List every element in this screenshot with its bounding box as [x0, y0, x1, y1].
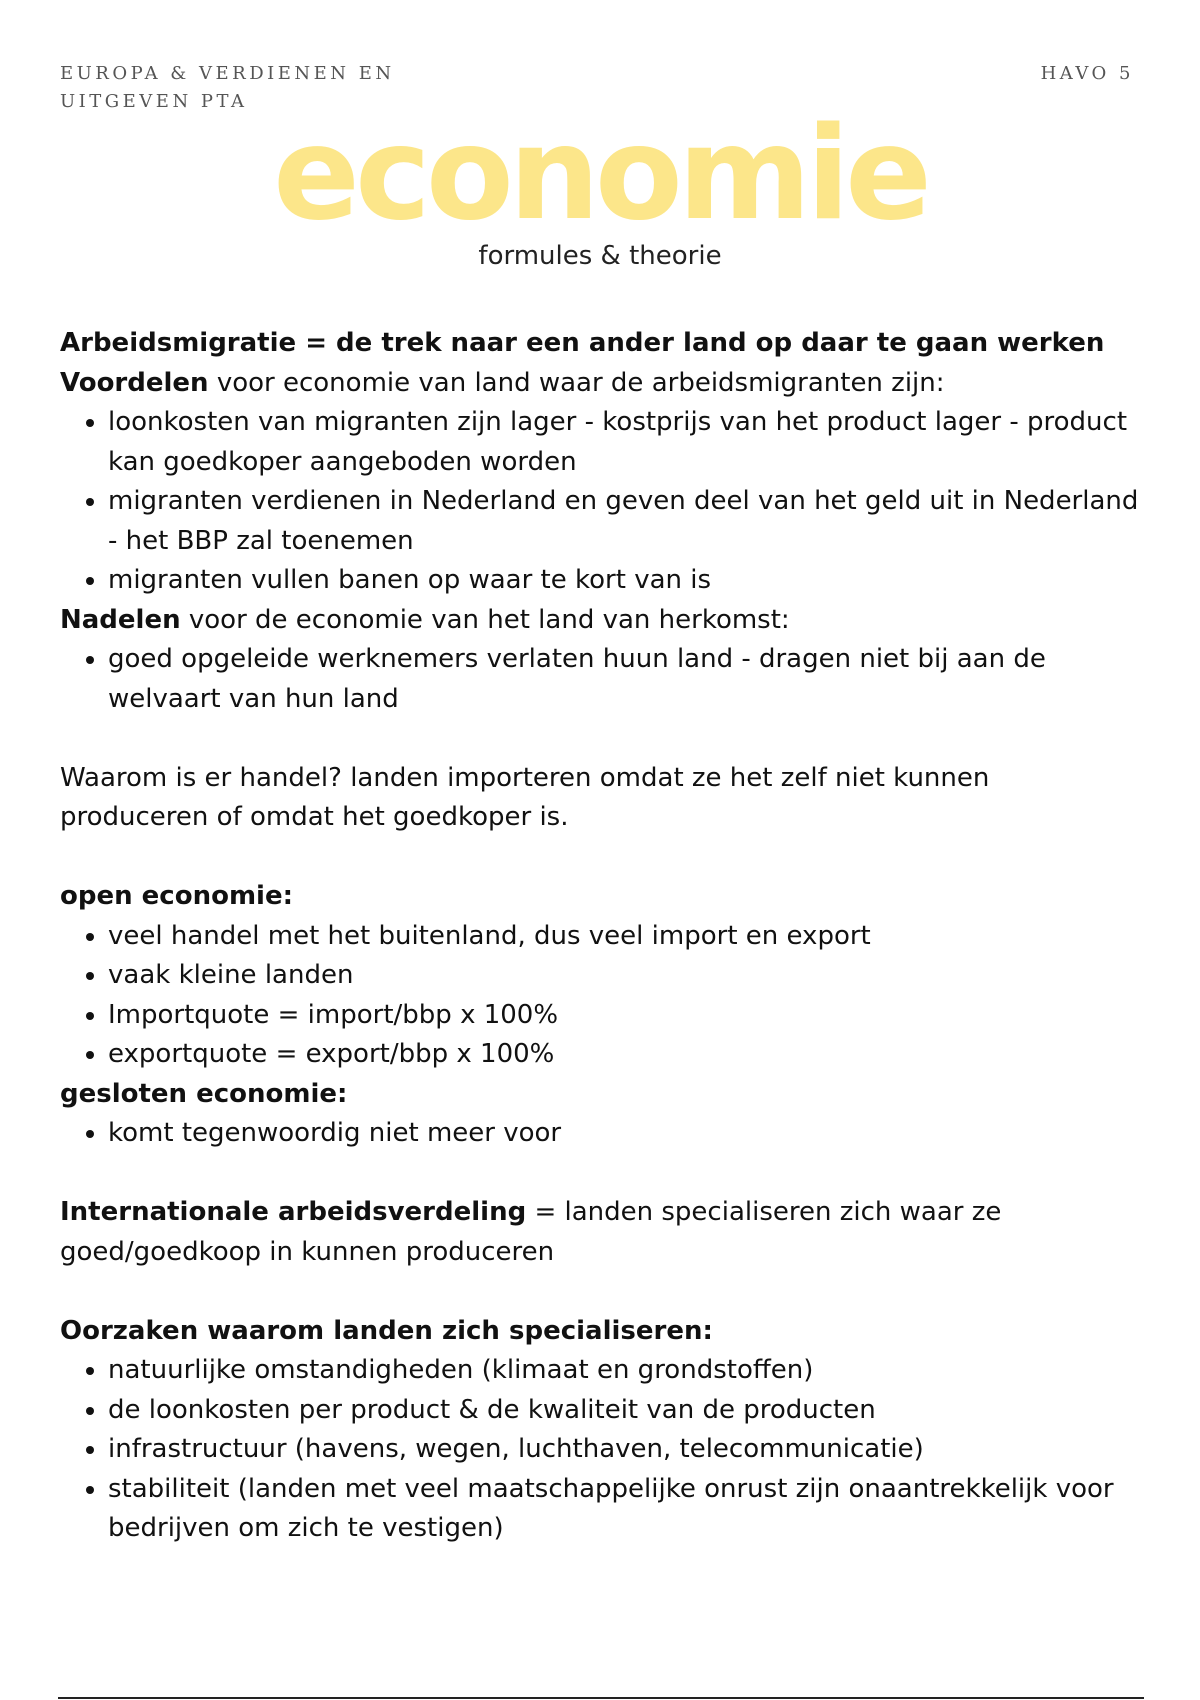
trade-paragraph: Waarom is er handel? landen importeren omdat ze het zelf niet kunnen produceren of omdat het goedkoper is.: [60, 762, 990, 832]
list-item: • komt tegenwoordig niet meer voor: [108, 1114, 1140, 1154]
division-paragraph: Internationale arbeidsverdeling = landen specialiseren zich waar ze goed/goedkoop in kunnen produceren: [60, 1197, 1002, 1267]
header-subject-label: EUROPA & VERDIENEN EN UITGEVEN PTA: [60, 63, 395, 112]
list-item: • loonkosten van migranten zijn lager - kostprijs van het product lager - product kan goedkoper aangeboden worden: [108, 403, 1140, 482]
causes-list: [60, 1351, 1140, 1549]
list-item: • de loonkosten per product & de kwaliteit van de producten: [108, 1391, 1140, 1431]
closed-economy-list: [60, 1114, 1140, 1154]
footer-divider: [58, 1697, 1144, 1699]
disadvantages-heading: Nadelen voor de economie van het land van herkomst:: [60, 604, 790, 635]
advantages-list: [60, 403, 1140, 601]
list-item: • goed opgeleide werknemers verlaten huun land - dragen niet bij aan de welvaart van hun land: [108, 640, 1140, 719]
list-item: • migranten verdienen in Nederland en geven deel van het geld uit in Nederland - het BBP zal toenemen: [108, 482, 1140, 561]
migration-definition: Arbeidsmigratie = de trek naar een ander land op daar te gaan werken: [60, 328, 1105, 358]
disadvantages-list: [60, 640, 1140, 719]
list-item: • migranten vullen banen op waar te kort van is: [108, 561, 1140, 601]
closed-economy-heading: gesloten economie:: [60, 1078, 348, 1109]
list-item: • Importquote = import/bbp x 100%: [108, 996, 1140, 1036]
list-item: • exportquote = export/bbp x 100%: [108, 1035, 1140, 1075]
list-item: • stabiliteit (landen met veel maatschappelijke onrust zijn onaantrekkelijk voor bedrijven om zich te vestigen): [108, 1470, 1140, 1549]
advantages-heading: Voordelen voor economie van land waar de arbeidsmigranten zijn:: [60, 367, 945, 398]
list-item: • vaak kleine landen: [108, 956, 1140, 996]
causes-heading: Oorzaken waarom landen zich specialiseren:: [60, 1315, 713, 1346]
notes-content: [60, 324, 1140, 1549]
open-economy-heading: open economie:: [60, 881, 293, 911]
page-subtitle: formules & theorie: [478, 241, 722, 271]
list-item: • natuurlijke omstandigheden (klimaat en grondstoffen): [108, 1351, 1140, 1391]
page-title: economie: [273, 100, 927, 249]
list-item: • infrastructuur (havens, wegen, luchthaven, telecommunicatie): [108, 1430, 1140, 1470]
open-economy-list: [60, 917, 1140, 1075]
header-level-label: HAVO 5: [1040, 63, 1134, 84]
list-item: • veel handel met het buitenland, dus veel import en export: [108, 917, 1140, 957]
